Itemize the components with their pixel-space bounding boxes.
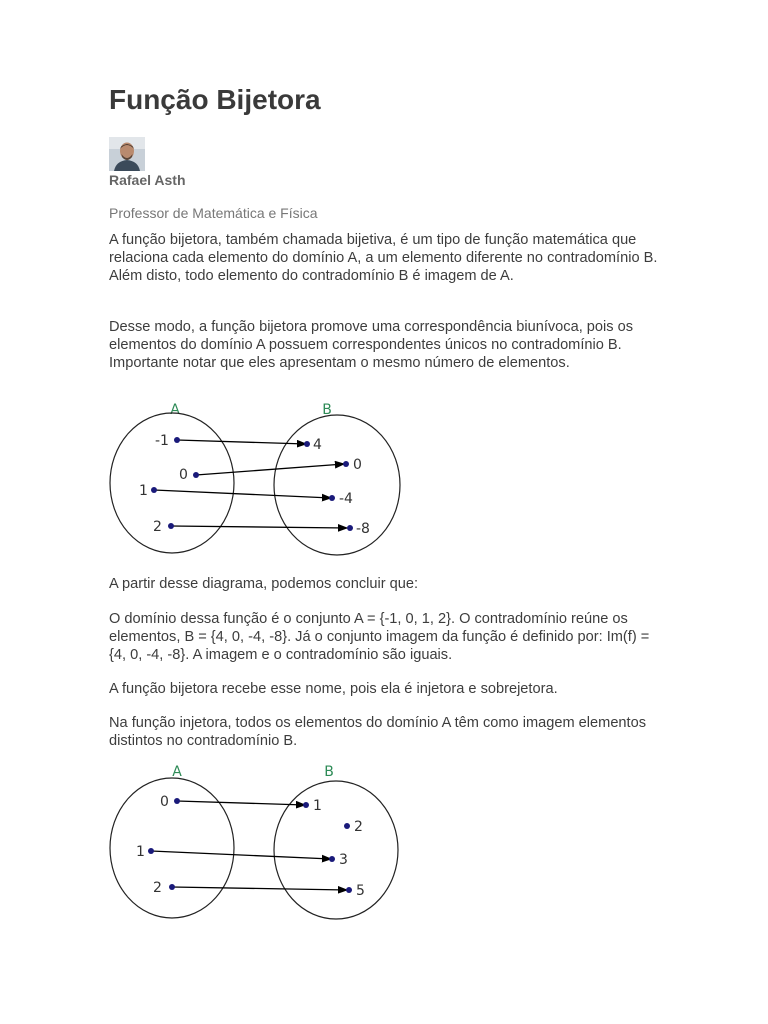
set-b-ellipse (274, 415, 400, 555)
point (174, 798, 180, 804)
author-role: Professor de Matemática e Física (109, 205, 318, 221)
paragraph-biunivoca: Desse modo, a função bijetora promove uma correspondência biunívoca, pois os elementos do domínio A possuem correspondentes únicos no contradomínio B. Importante notar que eles apresentam o mesmo número de elementos. (109, 319, 634, 371)
arrow (172, 887, 347, 890)
author-name[interactable]: Rafael Asth (109, 172, 186, 188)
point (343, 461, 349, 467)
codomain-element: -4 (339, 491, 353, 507)
bijective-diagram (105, 398, 415, 558)
set-a-ellipse (110, 778, 234, 918)
paragraph-conclusion-intro: A partir desse diagrama, podemos concluir que: (109, 576, 419, 592)
set-a-ellipse (110, 413, 234, 553)
arrow (171, 526, 347, 528)
domain-points (151, 437, 199, 529)
point (174, 437, 180, 443)
paragraph-name-origin: A função bijetora recebe esse nome, pois ela é injetora e sobrejetora. (109, 681, 558, 697)
arrow (154, 490, 331, 498)
codomain-element: 2 (354, 819, 363, 835)
domain-element: 0 (179, 467, 188, 483)
codomain-element: 1 (313, 798, 322, 814)
author-photo (109, 137, 145, 171)
set-a-label: A (170, 402, 180, 418)
domain-element: 0 (160, 794, 169, 810)
domain-element: 1 (136, 844, 145, 860)
domain-element: -1 (155, 433, 169, 449)
codomain-points (303, 802, 352, 893)
point (148, 848, 154, 854)
paragraph-sets: O domínio dessa função é o conjunto A = {-1, 0, 1, 2}. O contradomínio reúne os elementos, B = {4, 0, -4, -8}. Já o conjunto imagem da função é definido por: Im(f) = {4, 0, -4, -8}. A imagem e o contradomínio são iguais. (109, 611, 650, 663)
paragraph-intro: A função bijetora, também chamada bijetiva, é um tipo de função matemática que relaciona cada elemento do domínio A, a um elemento diferente no contradomínio B. Além disto, todo elemento do contradomínio B é imagem de A. (109, 232, 658, 284)
set-b-ellipse (274, 781, 398, 919)
point (329, 856, 335, 862)
point (193, 472, 199, 478)
arrow (196, 464, 344, 475)
domain-element: 2 (153, 519, 162, 535)
codomain-element: -8 (356, 521, 370, 537)
point (303, 802, 309, 808)
mapping-arrows (151, 801, 347, 890)
point (347, 525, 353, 531)
point (168, 523, 174, 529)
injective-diagram (105, 760, 415, 925)
set-b-label: B (324, 764, 334, 780)
domain-points (148, 798, 180, 890)
codomain-element: 0 (353, 457, 362, 473)
paragraph-injective: Na função injetora, todos os elementos do domínio A têm como imagem elementos distintos no contradomínio B. (109, 715, 647, 749)
codomain-points (304, 441, 353, 531)
point (169, 884, 175, 890)
arrow (151, 851, 331, 859)
codomain-element: 5 (356, 883, 365, 899)
set-a-label: A (172, 764, 182, 780)
avatar[interactable] (109, 137, 145, 171)
point (304, 441, 310, 447)
point (151, 487, 157, 493)
arrow (177, 801, 305, 805)
point (346, 887, 352, 893)
mapping-arrows (154, 440, 347, 528)
codomain-element: 4 (313, 437, 322, 453)
page-title: Função Bijetora (109, 84, 321, 115)
codomain-element: 3 (339, 852, 348, 868)
point (344, 823, 350, 829)
domain-element: 1 (139, 483, 148, 499)
set-b-label: B (322, 402, 332, 418)
domain-element: 2 (153, 880, 162, 896)
point (329, 495, 335, 501)
